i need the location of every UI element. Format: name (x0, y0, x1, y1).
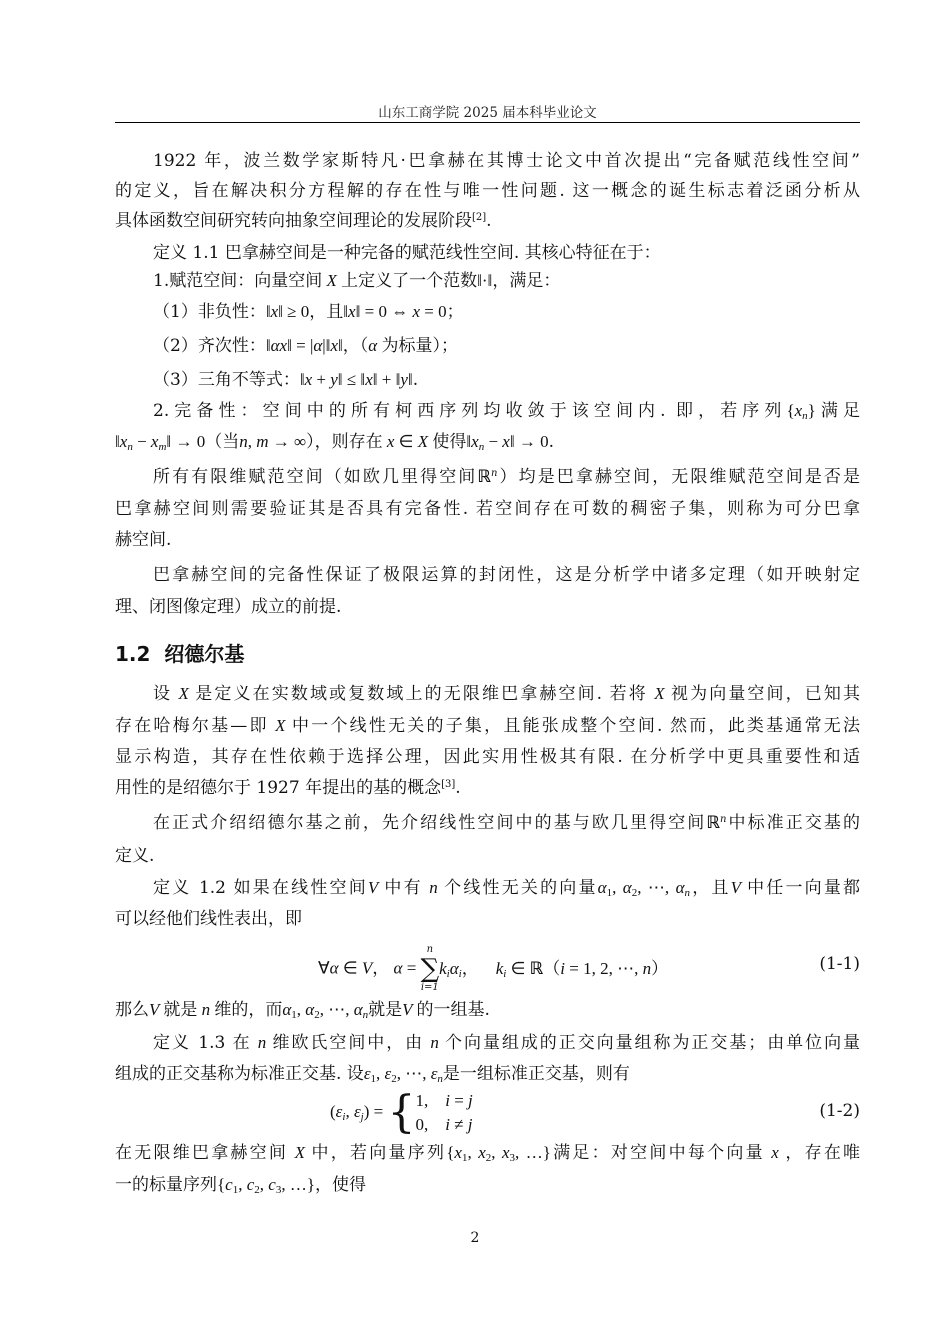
definition-1-1-item-2-line-1: 2.完备性：空间中的所有柯西序列均收敛于该空间内. 即，若序列$\{x_n\}$满足 (153, 401, 861, 422)
paragraph-4-line-2: 存在哈梅尔基—即 X 中一个线性无关的子集，且能张成整个空间. 然而，此类基通常无法 (115, 716, 860, 736)
running-header: 山东工商学院 2025 届本科毕业论文 (378, 105, 597, 121)
condition-homogeneity: （2）齐次性：‖αx‖ = |α|‖x‖，（α 为标量）； (153, 336, 458, 356)
paragraph-2-line-3: 赫空间. (115, 530, 172, 550)
paragraph-2-line-1: 所有有限维赋范空间（如欧几里得空间ℝ$^n$）均是巴拿赫空间，无限维赋范空间是否是 (153, 467, 861, 487)
condition-nonnegativity: （1）非负性：‖x‖ ≥ 0，且‖x‖ = 0 ⇔ x = 0； (153, 302, 464, 322)
equation-1-1: ∀α ∈ V， α = n ∑ i=1 $k_i\alpha_i$， $k_i$ ∈ ℝ（i = 1, 2, ⋯, n） (318, 944, 669, 993)
definition-1-2-conclusion: 那么V 就是 n 维的，而$\alpha_1$, $\alpha_2$, ⋯, $\alpha_n$就是V 的一组基. (115, 1000, 490, 1021)
definition-1-2-line-2: 可以经他们线性表出，即 (115, 909, 302, 929)
paragraph-4-line-1: 设 X 是定义在实数域或复数域上的无限维巴拿赫空间. 若将 X 视为向量空间，已知其 (153, 684, 861, 704)
paragraph-1-line-1: 1922 年，波兰数学家斯特凡·巴拿赫在其博士论文中首次提出“完备赋范线性空间” (153, 151, 860, 171)
definition-1-3-line-1: 定义 1.3 在 n 维欧氏空间中，由 n 个向量组成的正交向量组称为正交基；由单位向量 (153, 1033, 861, 1053)
paragraph-4-line-4: 用性的是绍德尔于 1927 年提出的基的概念[3]. (115, 778, 461, 798)
definition-1-2-line-1: 定义 1.2 如果在线性空间V 中有 n 个线性无关的向量$\alpha_1$, $\alpha_2$, ⋯, $\alpha_n$，且V 中任一向量都 (153, 878, 861, 899)
paragraph-5-line-2: 定义. (115, 846, 155, 866)
equation-number-1-1: (1-1) (819, 954, 860, 974)
citation-3: [3] (441, 779, 456, 790)
paragraph-1-line-2: 的定义，旨在解决积分方程解的存在性与唯一性问题. 这一概念的诞生标志着泛函分析从 (115, 181, 860, 201)
citation-2: [2] (472, 212, 487, 223)
equation-1-2: ($\varepsilon_i$, $\varepsilon_j$) = { 1, i = j 0, i ≠ j (330, 1086, 473, 1138)
condition-triangle-inequality: （3）三角不等式：‖x + y‖ ≤ ‖x‖ + ‖y‖. (153, 370, 419, 390)
definition-1-1-item-2-line-2: $‖x_n$ − $x_m‖ \to 0$（当n, m → ∞），则存在 x ∈ X 使得$‖x_n$ − x‖ → 0. (115, 432, 555, 453)
paragraph-3-line-1: 巴拿赫空间的完备性保证了极限运算的封闭性，这是分析学中诸多定理（如开映射定 (153, 565, 860, 585)
paragraph-4-line-3: 显示构造，其存在性依赖于选择公理，因此实用性极其有限. 在分析学中更具重要性和适 (115, 747, 860, 767)
paragraph-6-line-2: 一的标量序列{$c_1$, $c_2$, $c_3$, …}，使得 (115, 1175, 366, 1196)
paragraph-5-line-1: 在正式介绍绍德尔基之前，先介绍线性空间中的基与欧几里得空间ℝ$^n$中标准正交基的 (153, 813, 861, 833)
paragraph-6-line-1: 在无限维巴拿赫空间 X 中，若向量序列{$x_1$, $x_2$, $x_3$, …}满足：对空间中每个向量 x ，存在唯 (115, 1143, 861, 1164)
definition-1-1-title: 定义 1.1 巴拿赫空间是一种完备的赋范线性空间. 其核心特征在于： (153, 243, 661, 263)
paragraph-1-line-3: 具体函数空间研究转向抽象空间理论的发展阶段[2]. (115, 211, 492, 231)
page-number: 2 (470, 1230, 480, 1246)
summation-sign: n ∑ i=1 (420, 944, 440, 993)
definition-1-3-line-2: 组成的正交基称为标准正交基. 设$\varepsilon_1$, $\varepsilon_2$, ⋯, $\varepsilon_n$是一组标准正交基，则有 (115, 1064, 630, 1085)
paragraph-2-line-2: 巴拿赫空间则需要验证其是否具有完备性. 若空间存在可数的稠密子集，则称为可分巴拿 (115, 499, 860, 519)
section-heading-1-2: 1.2 绍德尔基 (115, 642, 245, 666)
equation-number-1-2: (1-2) (819, 1101, 860, 1121)
header-rule (115, 122, 860, 123)
definition-1-1-item-1: 1.赋范空间：向量空间 X 上定义了一个范数‖·‖，满足： (153, 271, 561, 291)
paragraph-3-line-2: 理、闭图像定理）成立的前提. (115, 597, 342, 617)
